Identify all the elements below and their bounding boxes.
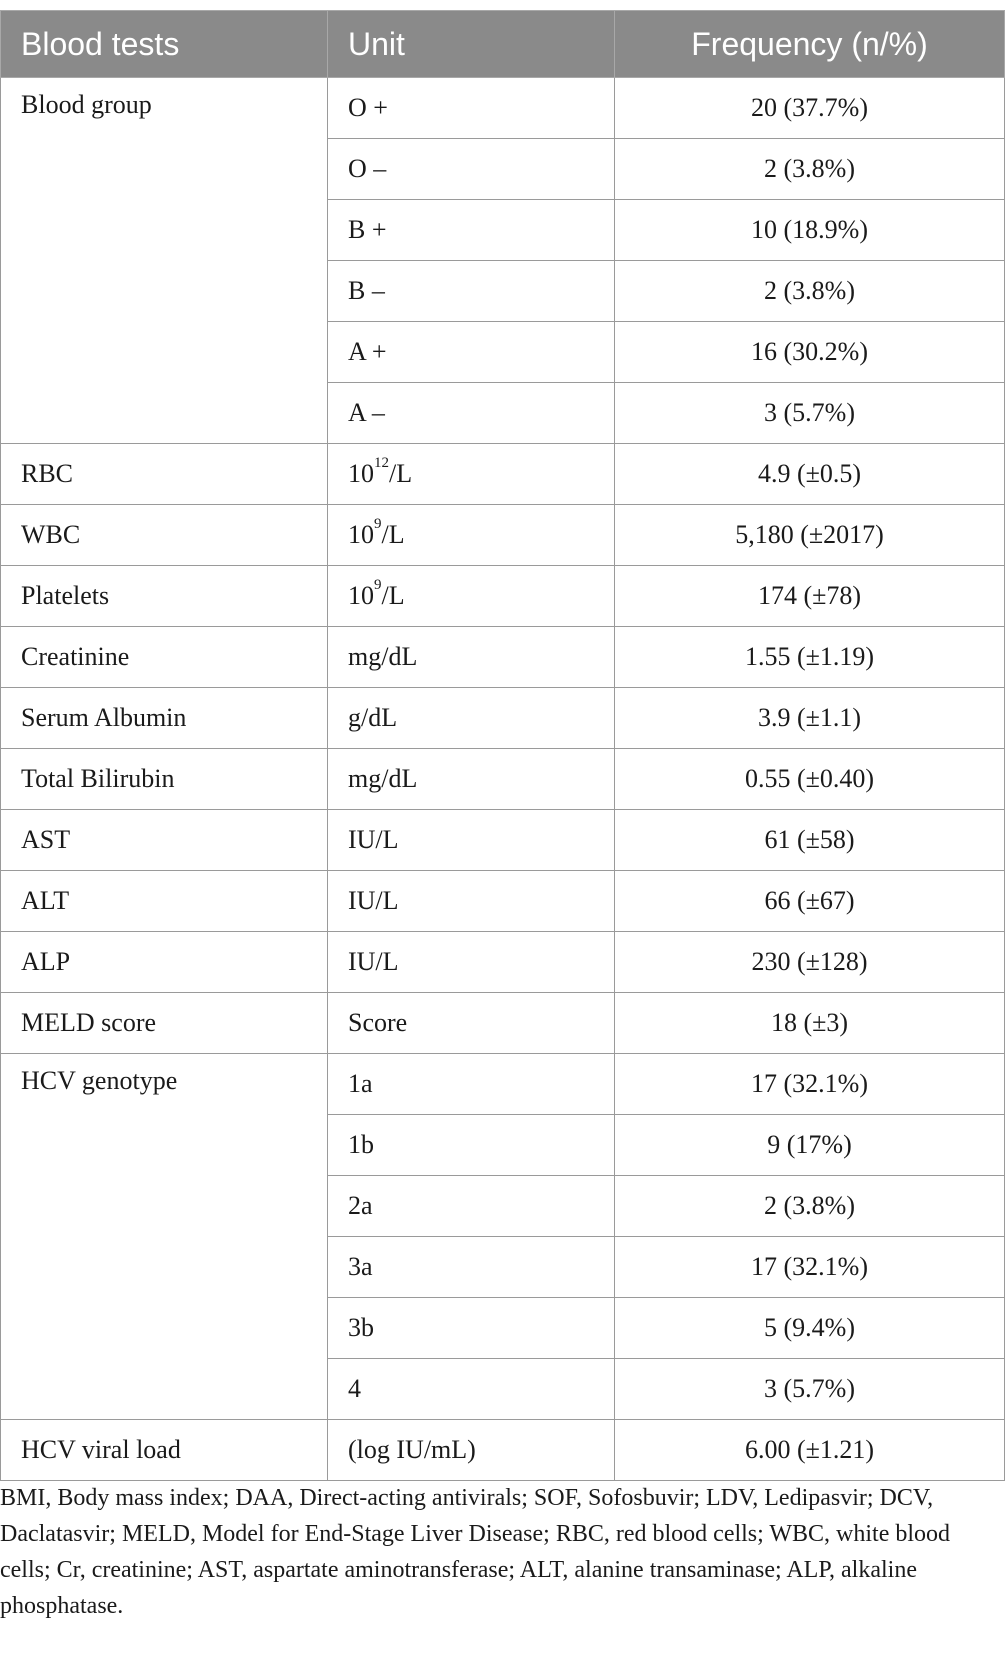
unit-base: 10 (348, 520, 374, 549)
unit-base: 10 (348, 581, 374, 610)
unit-cell: Score (328, 993, 615, 1054)
table-row (1, 871, 1005, 932)
row-label-alp: ALP (1, 932, 328, 993)
unit-base: 10 (348, 459, 374, 488)
unit-cell: 1b (328, 1115, 615, 1176)
unit-cell: g/dL (328, 688, 615, 749)
unit-cell: mg/dL (328, 627, 615, 688)
unit-cell: A – (328, 383, 615, 444)
table-footnote: BMI, Body mass index; DAA, Direct-acting antivirals; SOF, Sofosbuvir; LDV, Ledipasvir; DCV, Daclatasvir; MELD, Model for End-Stage Liver Disease; RBC, red blood cells; WBC, white blood cells; Cr, creatinine; AST, aspartate aminotransferase; ALT, alanine transaminase; ALP, alkaline phosphatase. (0, 1485, 951, 1619)
unit-cell: (log IU/mL) (328, 1420, 615, 1481)
table-row (1, 688, 1005, 749)
value-cell: 20 (37.7%) (615, 78, 1005, 139)
unit-suffix: /L (381, 520, 405, 549)
table-row (1, 566, 1005, 627)
unit-cell: 4 (328, 1359, 615, 1420)
value-cell: 2 (3.8%) (615, 139, 1005, 200)
unit-cell: 1a (328, 1054, 615, 1115)
unit-suffix: /L (389, 459, 413, 488)
unit-suffix: /L (381, 581, 405, 610)
table-row (1, 627, 1005, 688)
unit-cell: A + (328, 322, 615, 383)
value-cell: 10 (18.9%) (615, 200, 1005, 261)
unit-cell: O – (328, 139, 615, 200)
value-cell: 174 (±78) (615, 566, 1005, 627)
row-label-wbc: WBC (1, 505, 328, 566)
value-cell: 230 (±128) (615, 932, 1005, 993)
row-label-blood-group: Blood group (1, 78, 328, 444)
unit-cell: B – (328, 261, 615, 322)
table-row (1, 1054, 1005, 1115)
row-label-creatinine: Creatinine (1, 627, 328, 688)
row-label-total-bilirubin: Total Bilirubin (1, 749, 328, 810)
header-blood-tests: Blood tests (1, 11, 328, 78)
value-cell: 66 (±67) (615, 871, 1005, 932)
blood-tests-table (0, 10, 1005, 1481)
table-row (1, 749, 1005, 810)
unit-cell: mg/dL (328, 749, 615, 810)
value-cell: 17 (32.1%) (615, 1237, 1005, 1298)
row-label-platelets: Platelets (1, 566, 328, 627)
row-label-hcv-viral-load: HCV viral load (1, 1420, 328, 1481)
value-cell: 3 (5.7%) (615, 383, 1005, 444)
value-cell: 6.00 (±1.21) (615, 1420, 1005, 1481)
value-cell: 3.9 (±1.1) (615, 688, 1005, 749)
row-label-rbc: RBC (1, 444, 328, 505)
value-cell: 9 (17%) (615, 1115, 1005, 1176)
value-cell: 5 (9.4%) (615, 1298, 1005, 1359)
value-cell: 2 (3.8%) (615, 261, 1005, 322)
table-row (1, 993, 1005, 1054)
value-cell: 16 (30.2%) (615, 322, 1005, 383)
table-row (1, 505, 1005, 566)
value-cell: 4.9 (±0.5) (615, 444, 1005, 505)
unit-exponent: 12 (374, 455, 389, 471)
value-cell: 2 (3.8%) (615, 1176, 1005, 1237)
unit-cell: 3b (328, 1298, 615, 1359)
unit-cell: 2a (328, 1176, 615, 1237)
header-unit: Unit (328, 11, 615, 78)
table-row (1, 444, 1005, 505)
value-cell: 18 (±3) (615, 993, 1005, 1054)
unit-exponent: 9 (374, 577, 382, 593)
unit-cell: IU/L (328, 810, 615, 871)
table-row (1, 1420, 1005, 1481)
row-label-hcv-genotype: HCV genotype (1, 1054, 328, 1420)
unit-cell (328, 505, 615, 566)
value-cell: 3 (5.7%) (615, 1359, 1005, 1420)
row-label-meld-score: MELD score (1, 993, 328, 1054)
table-header-row (1, 11, 1005, 78)
table-row (1, 810, 1005, 871)
value-cell: 5,180 (±2017) (615, 505, 1005, 566)
row-label-ast: AST (1, 810, 328, 871)
value-cell: 17 (32.1%) (615, 1054, 1005, 1115)
unit-cell: 3a (328, 1237, 615, 1298)
row-label-serum-albumin: Serum Albumin (1, 688, 328, 749)
unit-cell: IU/L (328, 871, 615, 932)
table-row (1, 78, 1005, 139)
unit-cell (328, 444, 615, 505)
unit-exponent: 9 (374, 516, 382, 532)
unit-cell: IU/L (328, 932, 615, 993)
value-cell: 0.55 (±0.40) (615, 749, 1005, 810)
value-cell: 61 (±58) (615, 810, 1005, 871)
value-cell: 1.55 (±1.19) (615, 627, 1005, 688)
header-frequency: Frequency (n/%) (615, 11, 1005, 78)
unit-cell: O + (328, 78, 615, 139)
table-row (1, 932, 1005, 993)
unit-cell: B + (328, 200, 615, 261)
unit-cell (328, 566, 615, 627)
row-label-alt: ALT (1, 871, 328, 932)
